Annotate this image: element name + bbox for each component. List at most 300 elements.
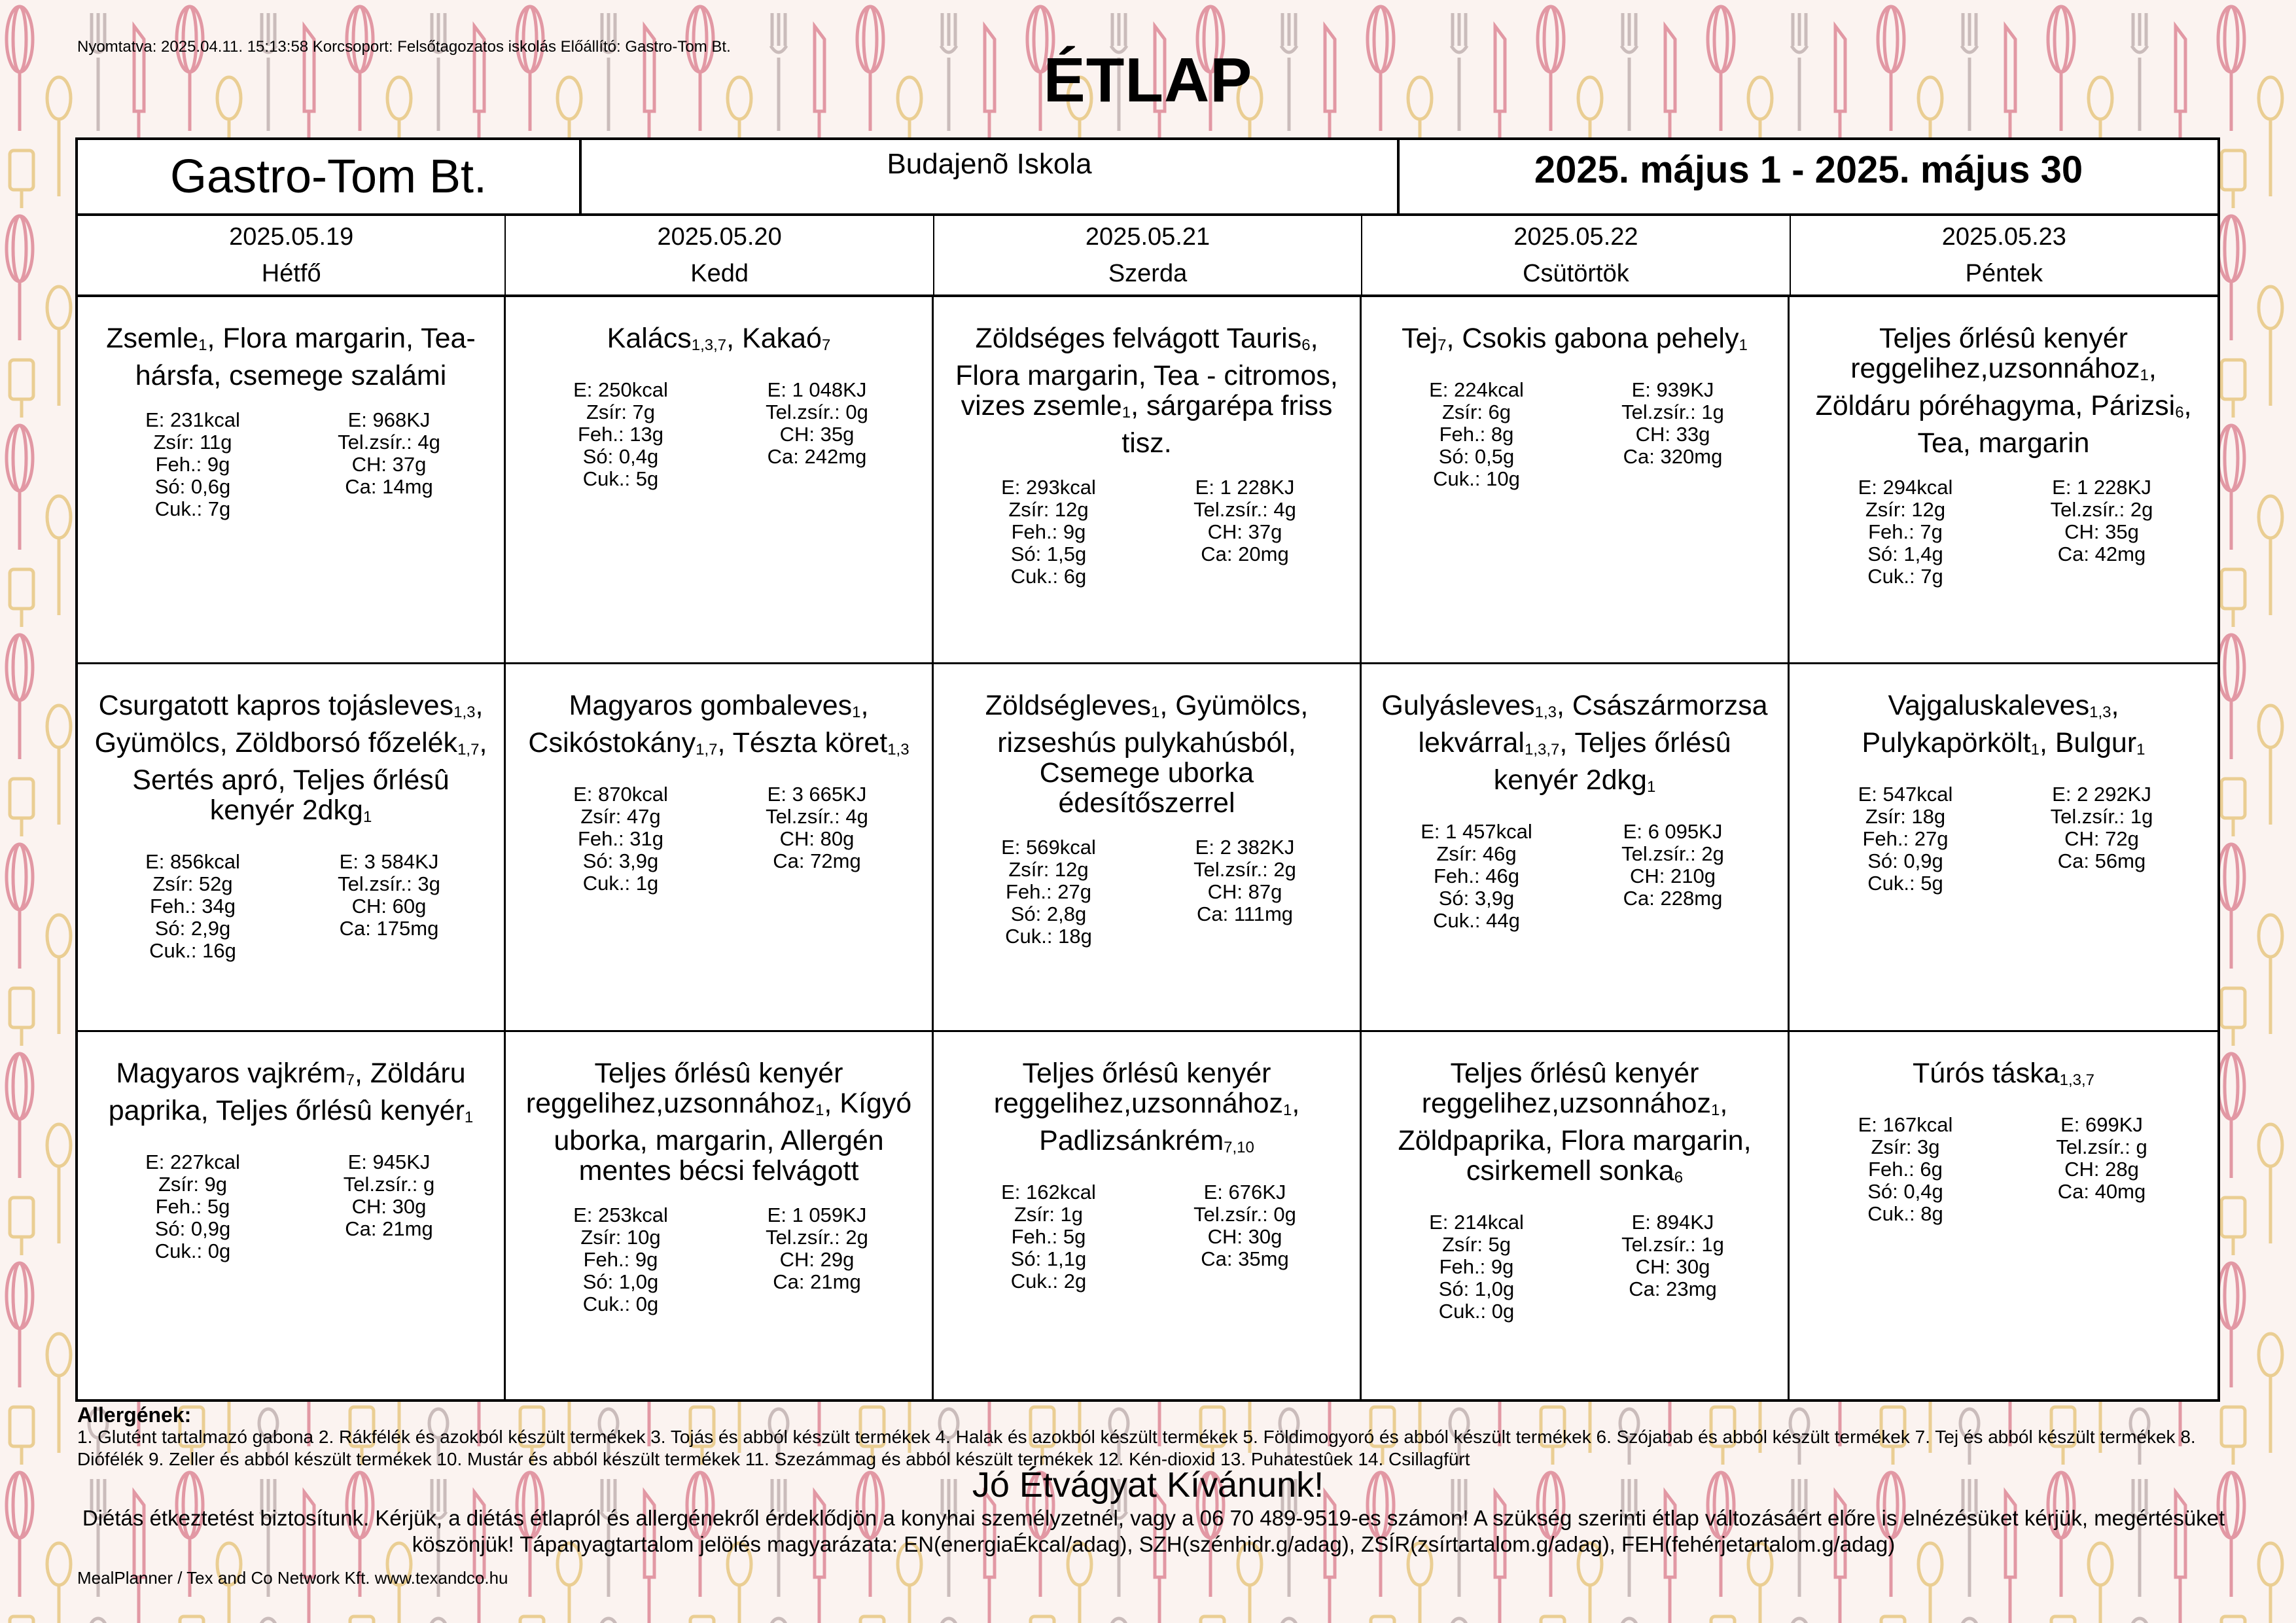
- nutrition-value: Tel.zsír.: 1g: [2050, 805, 2153, 829]
- nutrition-value: Feh.: 31g: [578, 827, 663, 851]
- nutrition-value: Só: 2,8g: [1010, 902, 1087, 926]
- nutrition-value: Cuk.: 0g: [1438, 1299, 1515, 1323]
- dish-name: [948, 323, 1345, 458]
- meal-cell: [506, 1032, 934, 1399]
- nutrition-value: Feh.: 7g: [1868, 520, 1943, 543]
- nutrition-value: Cuk.: 8g: [1867, 1202, 1943, 1225]
- nutrition-value: Tel.zsír.: 1g: [1621, 1232, 1724, 1256]
- allergen-code: 1: [362, 808, 372, 827]
- day-date: 2025.05.19: [229, 223, 354, 251]
- dish-text: , Zöldpaprika, Flora margarin, csirkemell sonka: [1398, 1087, 1752, 1186]
- nutrition-value: CH: 30g: [1635, 1255, 1710, 1278]
- dish-text: Vajgaluskaleves: [1888, 690, 2090, 722]
- nutrition-value: Só: 0,9g: [154, 1217, 231, 1240]
- allergen-code: 7: [821, 336, 831, 354]
- meal-cell: [78, 1032, 506, 1399]
- dish-name: [948, 690, 1345, 818]
- nutrition-value: Cuk.: 5g: [1867, 872, 1943, 895]
- nutrition-value: E: 676KJ: [1203, 1180, 1286, 1204]
- nutrition-column: [1379, 379, 1575, 490]
- nutrition-value: Ca: 42mg: [2057, 543, 2146, 565]
- nutrition-info: [92, 1151, 489, 1262]
- nutrition-value: Tel.zsír.: 2g: [766, 1225, 868, 1249]
- nutrition-value: Cuk.: 1g: [582, 872, 659, 895]
- nutrition-value: Zsír: 11g: [153, 431, 232, 454]
- allergen-code: 1: [2136, 741, 2146, 759]
- nutrition-column: [951, 1181, 1147, 1293]
- nutrition-value: Só: 3,9g: [582, 849, 659, 873]
- nutrition-value: E: 1 457kcal: [1421, 820, 1532, 844]
- nutrition-value: Feh.: 8g: [1439, 423, 1514, 446]
- page-title: ÉTLAP: [1043, 45, 1253, 115]
- nutrition-column: [291, 409, 487, 520]
- nutrition-value: Só: 0,5g: [1438, 445, 1515, 468]
- allergen-heading: Allergének:: [77, 1403, 192, 1427]
- nutrition-value: Só: 1,4g: [1867, 543, 1943, 565]
- nutrition-value: Tel.zsír.: 2g: [2050, 498, 2153, 521]
- nutrition-value: Ca: 320mg: [1623, 445, 1723, 468]
- allergen-code: 6: [1674, 1168, 1684, 1186]
- nutrition-value: Tel.zsír.: 1g: [1621, 401, 1724, 423]
- allergen-code: 1: [1646, 778, 1656, 796]
- dish-text: , Padlizsánkrém: [1039, 1087, 1300, 1156]
- nutrition-value: E: 2 292KJ: [2052, 783, 2151, 806]
- greeting: Jó Étvágyat Kívánunk!: [972, 1465, 1324, 1505]
- meal-cell: [506, 297, 934, 664]
- day-name: Szerda: [1108, 260, 1188, 287]
- nutrition-value: Ca: 21mg: [345, 1217, 433, 1240]
- dish-name: [92, 1058, 489, 1133]
- nutrition-value: CH: 72g: [2064, 827, 2139, 851]
- allergen-code: 1,3,7: [1524, 741, 1560, 759]
- nutrition-value: Cuk.: 5g: [582, 467, 659, 490]
- nutrition-value: Zsír: 10g: [580, 1225, 661, 1249]
- dish-text: , Zöldáru paprika, Teljes őrlésû kenyér: [108, 1057, 466, 1126]
- nutrition-value: E: 1 048KJ: [767, 378, 867, 401]
- dish-text: , Csikóstokány: [528, 690, 869, 759]
- dish-name: [1376, 323, 1773, 361]
- nutrition-info: [520, 1204, 917, 1315]
- dish-text: Tej: [1402, 323, 1438, 354]
- nutrition-value: E: 870kcal: [573, 783, 668, 806]
- allergen-code: 1: [1739, 336, 1748, 354]
- nutrition-value: Feh.: 13g: [578, 423, 663, 446]
- meal-cell: [1790, 664, 2217, 1031]
- allergen-code: 1: [198, 336, 207, 354]
- nutrition-value: CH: 210g: [1630, 865, 1716, 888]
- nutrition-value: CH: 30g: [351, 1194, 427, 1218]
- nutrition-value: E: 253kcal: [573, 1203, 668, 1226]
- nutrition-value: Feh.: 27g: [1006, 880, 1091, 904]
- nutrition-info: [1376, 1211, 1773, 1323]
- nutrition-column: [291, 851, 487, 962]
- dish-text: , Pulykapörkölt: [1862, 690, 2119, 759]
- allergen-code: 1: [464, 1108, 474, 1126]
- nutrition-value: E: 231kcal: [145, 408, 240, 431]
- nutrition-value: Tel.zsír.: 0g: [766, 401, 868, 423]
- allergen-code: 6: [1301, 336, 1311, 354]
- nutrition-value: Cuk.: 16g: [149, 939, 236, 963]
- nutrition-column: [523, 1204, 719, 1315]
- meal-cell: [934, 664, 1362, 1031]
- nutrition-column: [1807, 1114, 2004, 1225]
- day-name: Kedd: [690, 260, 749, 287]
- nutrition-value: E: 214kcal: [1429, 1210, 1524, 1234]
- nutrition-column: [523, 783, 719, 895]
- dish-text: Csurgatott kapros tojásleves: [98, 690, 454, 722]
- nutrition-info: [92, 409, 489, 520]
- allergen-code: 1: [852, 704, 861, 722]
- nutrition-value: CH: 35g: [2064, 520, 2139, 543]
- nutrition-value: Zsír: 7g: [586, 401, 656, 423]
- nutrition-info: [1804, 476, 2203, 588]
- dish-text: Teljes őrlésû kenyér reggelihez,uzsonnához: [993, 1057, 1283, 1119]
- nutrition-column: [95, 409, 291, 520]
- dish-name: [92, 323, 489, 391]
- dish-text: Teljes őrlésû kenyér reggelihez,uzsonnához: [1850, 323, 2140, 384]
- nutrition-value: E: 569kcal: [1001, 836, 1096, 859]
- dish-text: , Kígyó uborka, margarin, Allergén mentes bécsi felvágott: [554, 1087, 912, 1186]
- nutrition-value: Tel.zsír.: 3g: [338, 872, 440, 896]
- allergen-code: 1: [1151, 704, 1160, 722]
- day-date: 2025.05.21: [1085, 223, 1210, 251]
- nutrition-info: [1804, 783, 2203, 895]
- nutrition-info: [92, 851, 489, 962]
- meal-cell: [78, 297, 506, 664]
- dish-name: [1804, 1058, 2203, 1096]
- nutrition-value: Zsír: 12g: [1008, 498, 1089, 521]
- nutrition-column: [2004, 1114, 2200, 1225]
- nutrition-column: [719, 783, 915, 895]
- nutrition-value: E: 250kcal: [573, 378, 668, 401]
- nutrition-value: Só: 0,6g: [154, 475, 231, 498]
- dish-text: Zsemle: [106, 323, 199, 354]
- dish-name: [1376, 690, 1773, 802]
- allergen-code: 1,3: [887, 741, 910, 759]
- nutrition-column: [1575, 821, 1771, 932]
- nutrition-value: Ca: 40mg: [2057, 1179, 2146, 1203]
- provider-name: Gastro-Tom Bt.: [78, 140, 582, 213]
- nutrition-column: [523, 379, 719, 490]
- nutrition-value: E: 6 095KJ: [1623, 820, 1723, 844]
- menu-period: 2025. május 1 - 2025. május 30: [1534, 149, 2083, 191]
- allergen-code: 1,3: [1534, 704, 1557, 722]
- nutrition-value: E: 2 382KJ: [1195, 836, 1295, 859]
- dish-text: Teljes őrlésû kenyér reggelihez,uzsonnához: [1421, 1057, 1711, 1119]
- nutrition-column: [1807, 783, 2004, 895]
- nutrition-value: Ca: 242mg: [767, 445, 867, 468]
- nutrition-value: Feh.: 9g: [583, 1247, 658, 1271]
- nutrition-value: E: 968KJ: [347, 408, 431, 431]
- nutrition-value: Cuk.: 0g: [154, 1239, 231, 1262]
- nutrition-value: Zsír: 5g: [1441, 1232, 1511, 1256]
- nutrition-value: Só: 1,0g: [1438, 1277, 1515, 1300]
- nutrition-value: Cuk.: 10g: [1433, 467, 1520, 490]
- nutrition-value: CH: 33g: [1635, 423, 1710, 446]
- nutrition-value: Zsír: 18g: [1865, 805, 1946, 829]
- nutrition-value: Zsír: 9g: [158, 1172, 228, 1196]
- nutrition-value: Ca: 72mg: [773, 849, 861, 873]
- nutrition-value: E: 699KJ: [2060, 1113, 2143, 1136]
- dish-name: [948, 1058, 1345, 1163]
- meal-grid: [75, 294, 2220, 1402]
- allergen-code: 1: [2030, 741, 2040, 759]
- dish-text: Teljes őrlésû kenyér reggelihez,uzsonnához: [525, 1057, 843, 1119]
- nutrition-value: Só: 0,4g: [1867, 1179, 1943, 1203]
- nutrition-column: [2004, 783, 2200, 895]
- dish-name: [1376, 1058, 1773, 1193]
- allergen-code: 1,3: [2089, 704, 2111, 722]
- dish-text: , Bulgur: [2039, 727, 2137, 759]
- nutrition-value: Tel.zsír.: 2g: [1621, 842, 1724, 866]
- nutrition-value: Feh.: 46g: [1434, 865, 1519, 888]
- nutrition-value: E: 227kcal: [145, 1150, 240, 1173]
- school-name: Budajenõ Iskola: [582, 140, 1400, 213]
- nutrition-column: [291, 1151, 487, 1262]
- meal-cell: [934, 297, 1362, 664]
- dish-name: [1804, 690, 2203, 765]
- day-date: 2025.05.22: [1513, 223, 1638, 251]
- allergen-code: 7,10: [1224, 1138, 1254, 1156]
- nutrition-value: Zsír: 1g: [1014, 1202, 1084, 1226]
- nutrition-value: Zsír: 52g: [152, 872, 233, 896]
- nutrition-column: [951, 836, 1147, 948]
- nutrition-value: Ca: 20mg: [1201, 543, 1289, 565]
- print-info: Nyomtatva: 2025.04.11. 15:13:58 Korcsoport: Felsőtagozatos iskolás Előállító: Gastro-Tom Bt.: [77, 38, 731, 56]
- nutrition-column: [1807, 476, 2004, 588]
- allergen-code: 1: [1282, 1101, 1292, 1119]
- dish-name: [520, 690, 917, 765]
- nutrition-column: [1575, 379, 1771, 490]
- nutrition-value: Tel.zsír.: 4g: [1193, 498, 1296, 521]
- dish-text: Magyaros vajkrém: [116, 1057, 346, 1089]
- day-name: Hétfő: [261, 260, 321, 287]
- nutrition-info: [948, 1181, 1345, 1293]
- nutrition-info: [1376, 821, 1773, 932]
- dish-name: [520, 1058, 917, 1186]
- nutrition-value: E: 167kcal: [1858, 1113, 1953, 1136]
- nutrition-column: [2004, 476, 2200, 588]
- nutrition-value: Tel.zsír.: 0g: [1193, 1202, 1296, 1226]
- dish-text: Kalács: [607, 323, 692, 354]
- day-header: [1791, 216, 2217, 294]
- allergen-code: 1,7: [457, 741, 480, 759]
- allergen-code: 1,3,7: [691, 336, 727, 354]
- dish-text: , Kakaó: [726, 323, 822, 354]
- dish-text: , Gyümölcs, rizseshús pulykahúsból, Csemege uborka édesítőszerrel: [997, 690, 1309, 819]
- allergen-code: 1: [1710, 1101, 1720, 1119]
- nutrition-value: CH: 28g: [2064, 1157, 2139, 1181]
- nutrition-value: E: 224kcal: [1429, 378, 1524, 401]
- nutrition-value: E: 945KJ: [347, 1150, 431, 1173]
- dish-text: , Zöldáru póréhagyma, Párizsi: [1815, 353, 2176, 421]
- dish-text: , Gyümölcs, Zöldborsó főzelék: [94, 690, 484, 759]
- meal-cell: [506, 664, 934, 1031]
- allergen-code: 1,3,7: [2059, 1071, 2095, 1089]
- day-header: [506, 216, 934, 294]
- nutrition-value: E: 162kcal: [1001, 1180, 1096, 1204]
- allergen-list: 1. Glutént tartalmazó gabona 2. Rákfélék és azokból készült termékek 3. Tojás és abból készült termékek 4. Halak és azokból készült termékek 5. Földimogyoró és abból készült termékek 6. Szójabab és abból készült termékek 7. Tej és abból készült termékek 8. Diófélék 9. Zeller és abból készült termékek 10. Mustár és abból készült termékek 11. Szezámmag és abból készült termékek 12. Kén-dioxid 13. Puhatestûek 14. Csillagfürt: [77, 1427, 2196, 1469]
- dish-text: Magyaros gombaleves: [569, 690, 853, 722]
- nutrition-value: Feh.: 9g: [1439, 1255, 1514, 1278]
- allergen-code: 1: [815, 1101, 824, 1119]
- nutrition-value: Cuk.: 7g: [154, 497, 231, 520]
- nutrition-value: E: 293kcal: [1001, 476, 1096, 499]
- dish-text: , Teljes őrlésû kenyér 2dkg: [1493, 727, 1731, 796]
- nutrition-value: Zsír: 46g: [1436, 842, 1517, 866]
- footer-credit: MealPlanner / Tex and Co Network Kft. www.texandco.hu: [77, 1568, 508, 1588]
- nutrition-column: [1147, 836, 1343, 948]
- nutrition-value: E: 3 584KJ: [339, 850, 439, 874]
- dish-text: Zöldségleves: [985, 690, 1151, 722]
- dish-text: , Csokis gabona pehely: [1446, 323, 1739, 354]
- nutrition-value: Tel.zsír.: g: [343, 1172, 435, 1196]
- nutrition-value: Tel.zsír.: 2g: [1193, 858, 1296, 882]
- nutrition-value: Feh.: 27g: [1862, 827, 1949, 851]
- nutrition-value: Feh.: 5g: [155, 1194, 230, 1218]
- nutrition-value: Zsír: 47g: [580, 805, 661, 829]
- meal-cell: [1362, 1032, 1790, 1399]
- nutrition-value: E: 856kcal: [145, 850, 240, 874]
- nutrition-value: Ca: 228mg: [1623, 887, 1723, 910]
- nutrition-column: [951, 476, 1147, 588]
- nutrition-value: Zsír: 6g: [1441, 401, 1511, 423]
- nutrition-value: E: 1 228KJ: [2052, 476, 2151, 499]
- nutrition-info: [1804, 1114, 2203, 1225]
- nutrition-value: Só: 1,1g: [1010, 1247, 1087, 1270]
- nutrition-column: [1147, 1181, 1343, 1293]
- nutrition-value: Ca: 175mg: [339, 917, 439, 940]
- nutrition-value: Ca: 21mg: [773, 1270, 861, 1293]
- nutrition-value: E: 1 228KJ: [1195, 476, 1295, 499]
- dish-text: , Sertés apró, Teljes őrlésû kenyér 2dkg: [132, 727, 487, 827]
- nutrition-value: Só: 0,9g: [1867, 849, 1943, 873]
- nutrition-column: [1147, 476, 1343, 588]
- nutrition-value: CH: 29g: [779, 1247, 855, 1271]
- nutrition-info: [520, 783, 917, 895]
- meal-cell: [78, 664, 506, 1031]
- allergen-code: 1,3: [453, 704, 476, 722]
- day-header: [1362, 216, 1790, 294]
- meal-cell: [934, 1032, 1362, 1399]
- nutrition-value: CH: 87g: [1207, 880, 1282, 904]
- nutrition-value: E: 547kcal: [1858, 783, 1953, 806]
- nutrition-info: [948, 836, 1345, 948]
- dish-text: , Tea, margarin: [1917, 390, 2192, 459]
- nutrition-value: Feh.: 9g: [1011, 520, 1086, 543]
- nutrition-value: Zsír: 12g: [1865, 498, 1946, 521]
- dish-text: , Tészta köret: [717, 727, 888, 759]
- nutrition-column: [719, 379, 915, 490]
- allergen-code: 7: [1438, 336, 1447, 354]
- meal-cell: [1362, 297, 1790, 664]
- nutrition-value: Ca: 23mg: [1629, 1277, 1717, 1300]
- nutrition-info: [948, 476, 1345, 588]
- nutrition-value: Só: 1,5g: [1010, 543, 1087, 565]
- day-date: 2025.05.23: [1941, 223, 2066, 251]
- day-header-row: [75, 216, 2220, 294]
- nutrition-info: [520, 379, 917, 490]
- diet-note: Diétás étkeztetést biztosítunk. Kérjük, a diétás étlapról és allergénekről érdeklődjön a konyhai személyzetnél, vagy a 06 70 489-9519-es számon! A szükség szerinti étlap változásáért előre is elnézésüket kérjük, megértésüket köszönjük! Tápanyagtartalom jelölés magyarázata: EN(energiaÉkcal/adag), SZH(szénhidr.g/adag), ZSÍR(zsírtartalom.g/adag), FEH(fehérjetartalom.g/adag): [82, 1506, 2225, 1556]
- nutrition-value: Cuk.: 44g: [1433, 909, 1520, 933]
- dish-text: , sárgarépa friss tisz.: [1122, 390, 1333, 459]
- nutrition-value: Cuk.: 6g: [1010, 565, 1087, 588]
- day-header: [78, 216, 506, 294]
- nutrition-column: [95, 1151, 291, 1262]
- allergen-code: 7: [345, 1071, 355, 1089]
- dish-text: Túrós táska: [1912, 1057, 2060, 1089]
- nutrition-value: CH: 37g: [1207, 520, 1282, 543]
- nutrition-value: CH: 30g: [1207, 1224, 1282, 1248]
- dish-name: [92, 690, 489, 832]
- nutrition-value: CH: 37g: [351, 453, 427, 476]
- day-name: Csütörtök: [1523, 260, 1629, 287]
- nutrition-value: Ca: 111mg: [1196, 902, 1294, 926]
- meal-cell: [1362, 664, 1790, 1031]
- dish-text: , Flora margarin, Tea - citromos, vizes zsemle: [955, 323, 1338, 421]
- meal-cell: [1790, 1032, 2217, 1399]
- allergen-code: 1,7: [696, 741, 718, 759]
- nutrition-value: Zsír: 3g: [1871, 1135, 1940, 1158]
- nutrition-value: Só: 2,9g: [154, 917, 231, 940]
- nutrition-value: E: 3 665KJ: [767, 783, 867, 806]
- nutrition-value: Ca: 14mg: [345, 475, 433, 498]
- nutrition-value: CH: 35g: [779, 423, 855, 446]
- nutrition-value: Cuk.: 7g: [1867, 565, 1943, 588]
- dish-text: , Flora margarin, Tea- hársfa, csemege szalámi: [135, 323, 476, 391]
- nutrition-value: Cuk.: 2g: [1010, 1269, 1087, 1293]
- allergen-code: 6: [2175, 404, 2184, 421]
- dish-text: , Császármorzsa lekvárral: [1418, 690, 1768, 759]
- nutrition-column: [95, 851, 291, 962]
- nutrition-value: Feh.: 9g: [155, 453, 230, 476]
- dish-name: [1804, 323, 2203, 458]
- day-header: [934, 216, 1362, 294]
- nutrition-value: CH: 80g: [779, 827, 855, 851]
- nutrition-info: [1376, 379, 1773, 490]
- nutrition-value: CH: 60g: [351, 895, 427, 918]
- nutrition-column: [1379, 1211, 1575, 1323]
- nutrition-value: Tel.zsír.: 4g: [766, 805, 868, 829]
- nutrition-column: [719, 1204, 915, 1315]
- day-date: 2025.05.20: [657, 223, 782, 251]
- nutrition-value: Feh.: 34g: [150, 895, 236, 918]
- nutrition-value: Só: 1,0g: [582, 1270, 659, 1293]
- nutrition-value: E: 939KJ: [1631, 378, 1714, 401]
- allergen-legend: [77, 1404, 2230, 1471]
- nutrition-value: Ca: 35mg: [1201, 1247, 1289, 1270]
- nutrition-column: [1575, 1211, 1771, 1323]
- nutrition-value: Cuk.: 18g: [1005, 925, 1092, 948]
- meal-cell: [1790, 297, 2217, 664]
- nutrition-value: Zsír: 12g: [1008, 858, 1089, 882]
- dish-name: [520, 323, 917, 361]
- allergen-code: 1: [1122, 404, 1131, 421]
- nutrition-value: Feh.: 5g: [1011, 1224, 1086, 1248]
- day-name: Péntek: [1965, 260, 2043, 287]
- allergen-code: 1: [2140, 366, 2149, 384]
- nutrition-value: Só: 0,4g: [582, 445, 659, 468]
- nutrition-value: Ca: 56mg: [2057, 849, 2146, 873]
- nutrition-value: E: 294kcal: [1858, 476, 1953, 499]
- nutrition-value: Feh.: 6g: [1868, 1157, 1943, 1181]
- nutrition-value: E: 894KJ: [1631, 1210, 1714, 1234]
- nutrition-column: [1379, 821, 1575, 932]
- nutrition-value: Tel.zsír.: g: [2056, 1135, 2147, 1158]
- dish-text: Zöldséges felvágott Tauris: [975, 323, 1302, 354]
- nutrition-value: Cuk.: 0g: [582, 1292, 659, 1315]
- nutrition-value: Só: 3,9g: [1438, 887, 1515, 910]
